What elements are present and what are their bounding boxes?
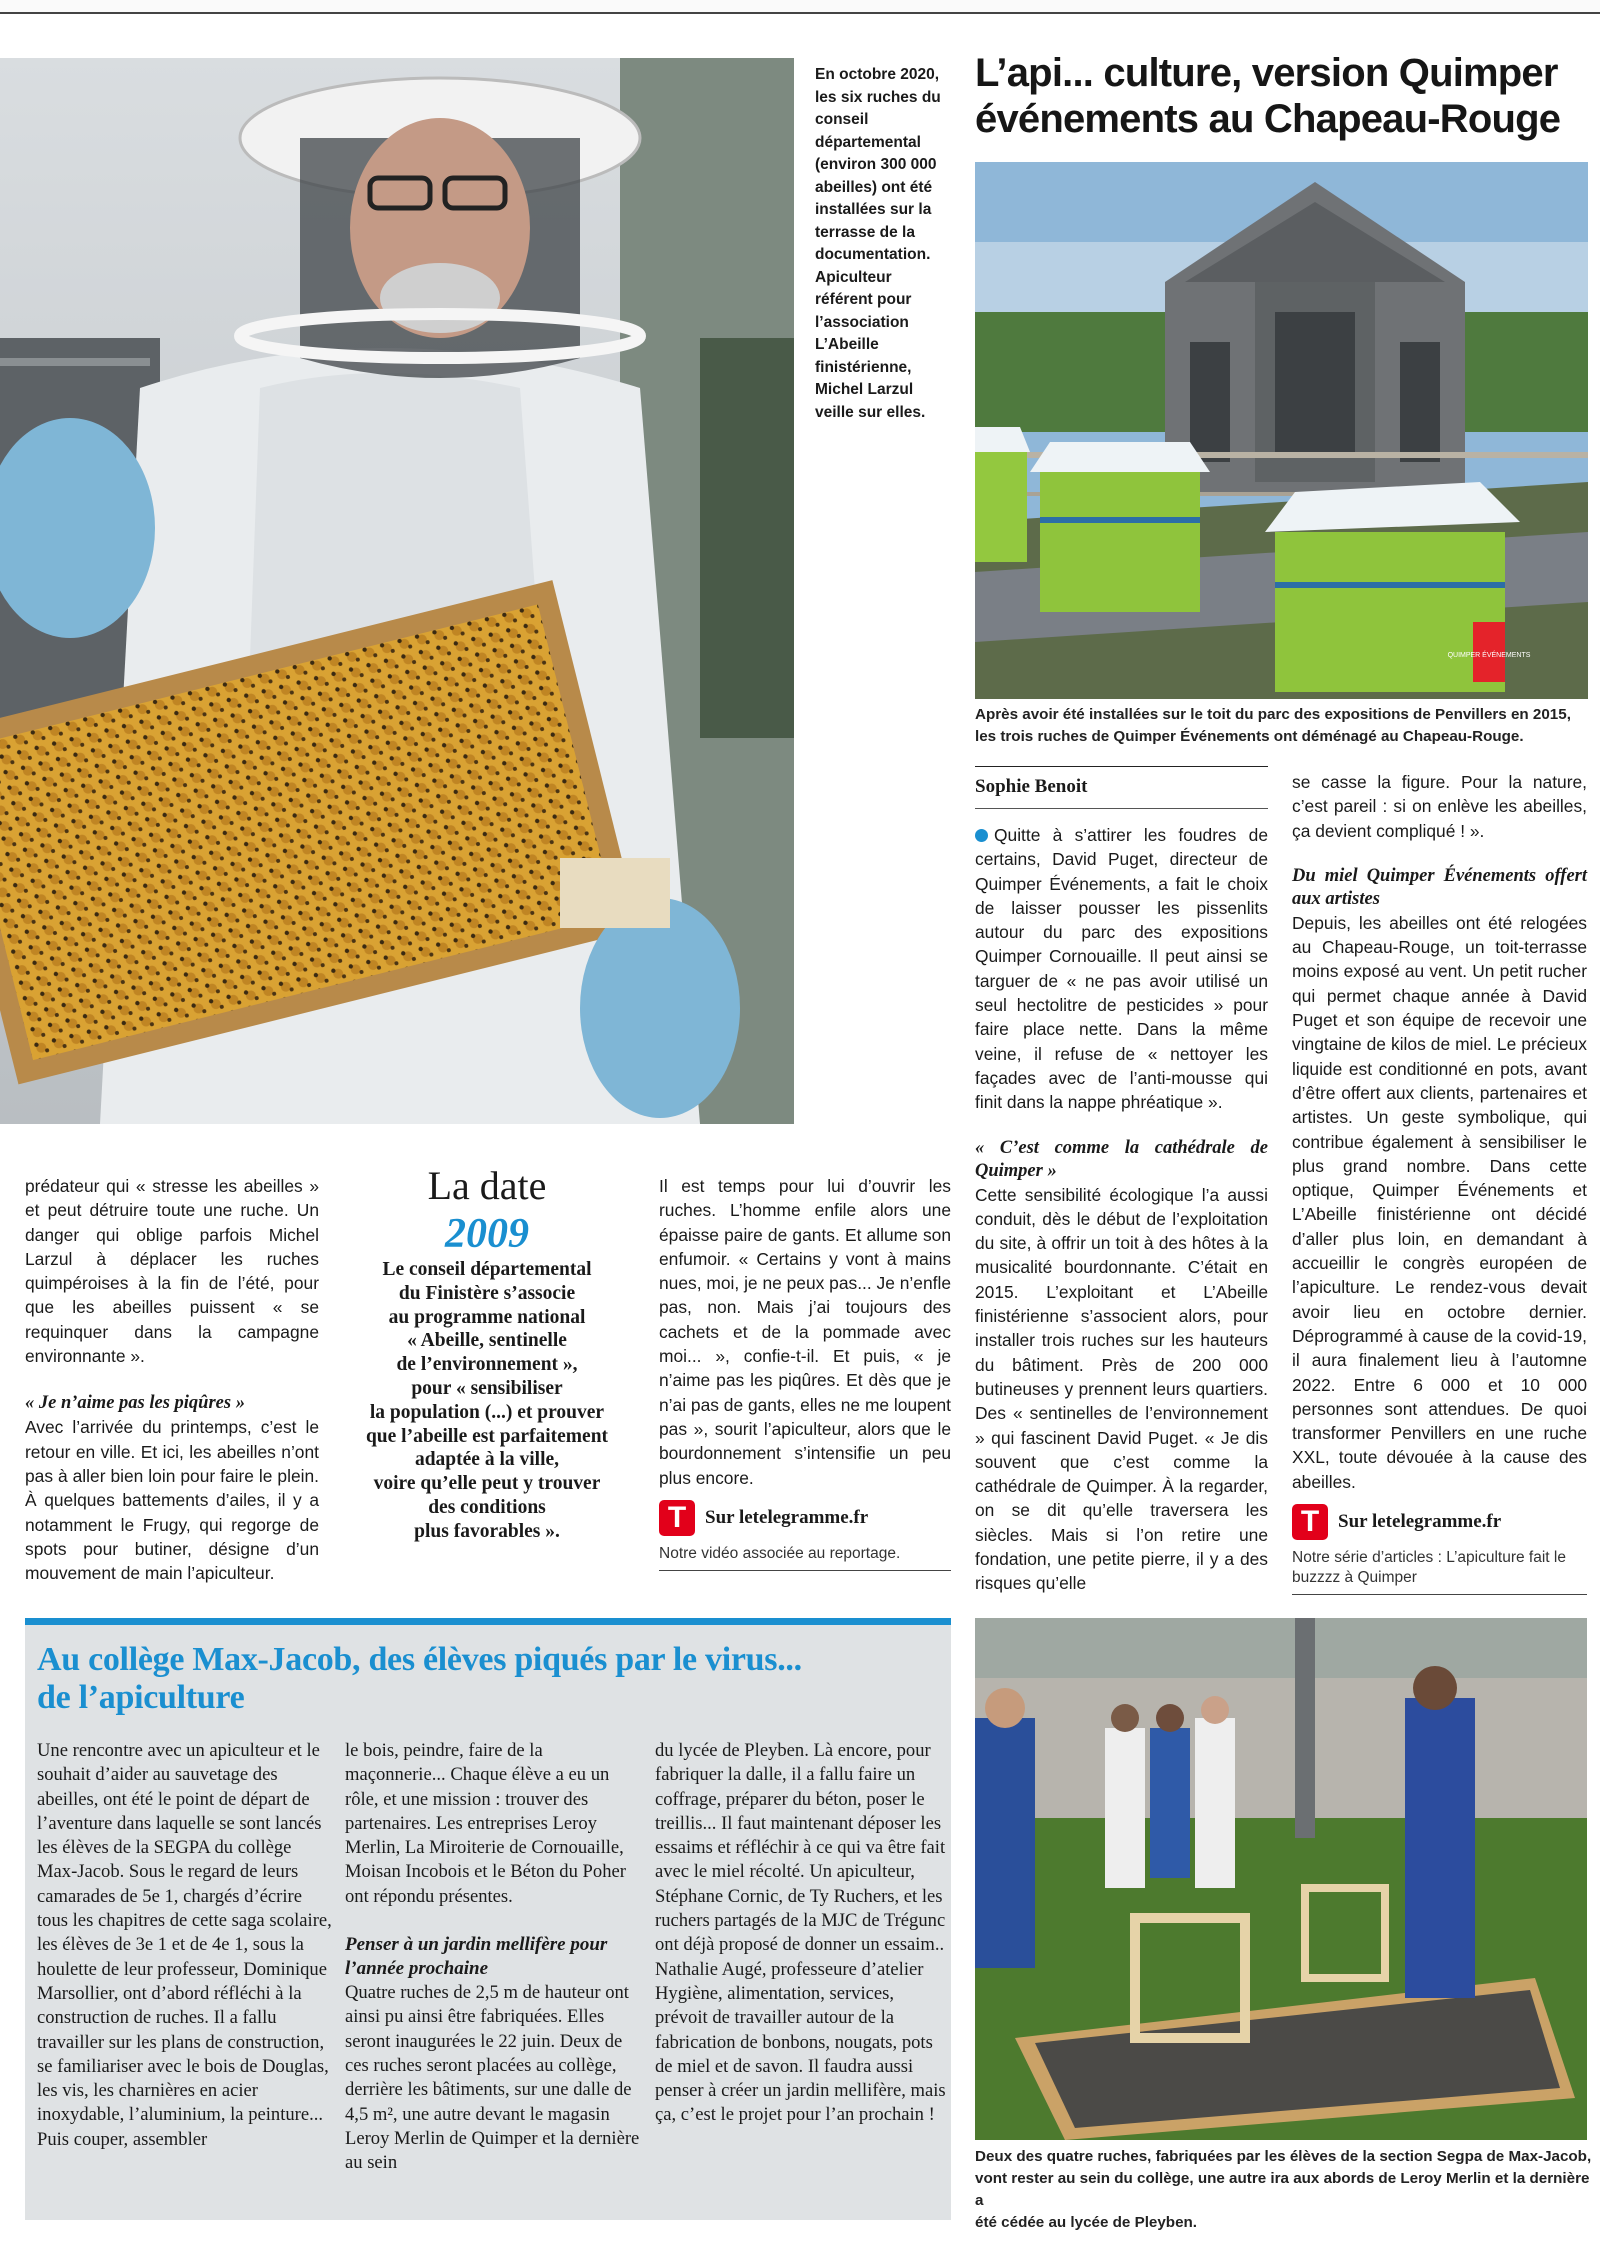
byline: Sophie Benoit (975, 776, 1088, 797)
telegramme-logo-icon: T (659, 1500, 695, 1536)
college-col2-paragraph-1: le bois, peindre, faire de la maçonnerie... Chaque élève a eu un rôle, et une mission : trouver des partenaires. Les entreprises Leroy Merlin, La Miroiterie de Cornouaille, Moisan Incobois et le Béton du Poher ont répondu présentes. (345, 1740, 626, 1907)
college-title-line-1: Au collège Max-Jacob, des élèves piqués par le virus... (37, 1641, 802, 1678)
college-col2-paragraph-2: Quatre ruches de 2,5 m de hauteur ont ainsi pu ainsi être fabriquées. Elles seront inaugurées le 22 juin. Deux de ces ruches seront placées au collège, derrière les bâtiments, sur une dalle de 4,5 m², une autre devant le magasin Leroy Merlin de Quimper et la dernière au sein (345, 1982, 640, 2174)
date-box-label: La date (427, 1163, 547, 1208)
date-line: des conditions (428, 1496, 546, 1518)
promo-note-video: Notre vidéo associée au reportage. (659, 1544, 901, 1562)
article-column-1 (975, 766, 1268, 1596)
telegramme-promo-video[interactable] (659, 1500, 951, 1571)
date-box-year: 2009 (445, 1211, 529, 1257)
college-panel (25, 1618, 951, 2220)
date-line: de l’environnement », (396, 1354, 578, 1376)
article-subhead-cathedrale: « C’est comme la cathédrale de Quimper » (975, 1137, 1268, 1181)
rooftop-caption-line-2: les trois ruches de Quimper Événements ont déménagé au Chapeau-Rouge. (975, 728, 1524, 745)
lower-left-column (25, 1174, 319, 1585)
date-line: adaptée à la ville, (414, 1449, 560, 1471)
headline-line-1: L’api... culture, version Quimper (975, 51, 1558, 95)
students-caption (975, 2146, 1595, 2234)
promo-title-series[interactable]: Sur letelegramme.fr (1338, 1511, 1502, 1533)
date-line: plus favorables ». (414, 1520, 560, 1542)
date-line: que l’abeille est parfaitement (365, 1425, 609, 1447)
college-col1-text: Une rencontre avec un apiculteur et le souhait d’aider au sauvetage des abeilles, ont été le point de départ de l’aventure dans laquelle se sont lancés les élèves de la SEGPA du collège Max-Jacob. Sous le regard de leurs camarades de 5e 1, chargés d’écrire tous les chapitres de cette saga scolaire, les élèves de 3e 1 et de 4e 1, sous la houlette de leur professeur, Dominique Marsollier, ont d’abord réfléchi à la construction de ruches. Il a fallu travailler sur les plans de construction, se familiariser avec le bois de Douglas, les vis, les charnières en acier inoxydable, l’aluminium, la peinture... Puis couper, assembler (37, 1740, 332, 2150)
rooftop-caption (975, 704, 1595, 748)
hive-sign-text: QUIMPER ÉVÉNEMENTS (1447, 652, 1531, 659)
date-line: « Abeille, sentinelle (407, 1330, 567, 1352)
college-title (37, 1641, 942, 1717)
students-photo (975, 1618, 1587, 2140)
article-col2-paragraph-1: se casse la figure. Pour la nature, c’est pareil : si on enlève les abeilles, ça devient compliqué ! ». (1292, 772, 1587, 841)
lower-middle-paragraph: Il est temps pour lui d’ouvrir les ruches. L’homme enfile alors une épaisse paire de gants. Et allume son enfumoir. « Certains y vont à mains nues, moi, je ne peux pas... Je n’enfle pas, non. Mais j’ai toujours des cachets et de la pommade avec moi... », confie-t-il. Et puis, « je n’aime pas les piqûres. Et dès que je n’ai pas de gants, elles ne me loupent pas », sourit l’apiculteur, alors que le bourdonnement s’intensifie un peu plus encore. (659, 1176, 951, 1488)
article-column-2 (1292, 770, 1587, 1595)
top-caption-text: En octobre 2020, les six ruches du conseil départemental (environ 300 000 abeilles) ont été installées sur la terrasse de la documentation. Apiculteur référent pour l’association L’Abeille finistérienne, Michel Larzul veille sur elles. (815, 66, 941, 421)
rooftop-illustration (975, 162, 1588, 699)
article-col2-paragraph-2: Depuis, les abeilles ont été relogées au Chapeau-Rouge, un toit-terrasse moins exposé au vent. Un petit rucher qui permet chaque année à David Puget et son équipe de recevoir une vingtaine de kilos de miel. Le précieux liquide est conditionné en pots, avant d’être offert aux clients, partenaires et artistes. Un geste symbolique, qui contribue également à sensibiliser le plus grand nombre. Dans cette optique, Quimper Événements et L’Abeille finistérienne ont décidé d’aller plus loin, en demandant à accueillir le congrès européen de l’apiculture. Le rendez-vous devait avoir lieu en octobre dernier. Déprogrammé à cause de la covid-19, il aura finalement lieu à l’automne 2022. Entre 6 000 et 10 000 personnes sont attendues. De quoi transformer Penvillers en une ruche XXL, toute dévouée à la cause des abeilles. (1292, 912, 1587, 1492)
bullet-dot-icon (975, 829, 988, 842)
date-line: Le conseil départemental (382, 1259, 592, 1280)
date-line: voire qu’elle peut y trouver (373, 1473, 601, 1495)
students-caption-line-2: vont rester au sein du collège, une autre ira aux abords de Leroy Merlin et la dernière a (975, 2170, 1590, 2209)
telegramme-promo-series[interactable] (1292, 1504, 1587, 1595)
viewer-top-bar (0, 0, 1600, 14)
lower-left-subhead: « Je n’aime pas les piqûres » (25, 1393, 245, 1414)
date-line: au programme national (388, 1306, 586, 1328)
top-photo-caption (815, 64, 945, 424)
students-caption-line-1: Deux des quatre ruches, fabriquées par les élèves de la section Segpa de Max-Jacob, (975, 2148, 1592, 2165)
article-headline (975, 50, 1595, 142)
college-column-2 (345, 1739, 640, 2175)
students-illustration (975, 1618, 1587, 2140)
date-line: la population (...) et prouver (369, 1401, 605, 1423)
students-caption-line-3: été cédée au lycée de Pleyben. (975, 2214, 1198, 2231)
lower-left-paragraph-2: Avec l’arrivée du printemps, c’est le retour en ville. Et ici, les abeilles n’ont pas à aller bien loin pour faire le plein. À quelques battements d’ailes, il y a notamment le Frugy, qui regorge de spots pour butiner, désigne d’un mouvement de main l’apiculteur. (25, 1417, 319, 1584)
college-column-3 (655, 1739, 947, 2128)
telegramme-logo-icon: T (1292, 1504, 1328, 1540)
rooftop-caption-line-1: Après avoir été installées sur le toit du parc des expositions de Penvillers en 2015, (975, 706, 1571, 723)
headline-line-2: événements au Chapeau-Rouge (975, 97, 1561, 141)
article-subhead-miel: Du miel Quimper Événements offert aux artistes (1292, 865, 1587, 909)
article-lead-paragraph (975, 823, 1268, 1115)
beekeeper-illustration (0, 58, 794, 1124)
article-paragraph-2: Cette sensibilité écologique l’a aussi conduit, dès le début de l’exploitation du site, à offrir un toit à des hôtes à la musicalité bourdonnante. C’était en 2015. L’exploitant et L’Abeille finistérienne s’associent alors, pour installer trois ruches sur les hauteurs du bâtiment. Près de 200 000 butineuses y prennent leurs quartiers. Des « sentinelles de l’environnement » qui fascinent David Puget. « Je dis souvent que c’est comme la cathédrale de Quimper. À la regarder, on se dit qu’elle traversera les siècles. Mais si l’on retire une fondation, une petite pierre, il y a des risques qu’elle (975, 1184, 1268, 1594)
lower-left-paragraph-1: prédateur qui « stresse les abeilles » et peut détruire toute une ruche. Un danger qui oblige parfois Michel Larzul à déplacer les ruches quimpéroises à la fin de l’été, pour que les abeilles puissent « se requinquer dans la campagne environnante ». (25, 1176, 319, 1367)
beekeeper-photo (0, 58, 794, 1124)
college-column-1 (37, 1739, 332, 2152)
promo-title-video[interactable]: Sur letelegramme.fr (705, 1506, 869, 1528)
rooftop-hives-photo (975, 162, 1588, 699)
college-title-line-2: de l’apiculture (37, 1679, 245, 1716)
date-line: du Finistère s’associe (398, 1282, 576, 1304)
lower-middle-column (659, 1174, 951, 1571)
college-col3-text: du lycée de Pleyben. Là encore, pour fabriquer la dalle, il a fallu faire un coffrage, préparer du béton, poser le treillis... Il faut maintenant déposer les essaims et réfléchir à ce qui va être fait avec le miel récolté. Un apiculteur, Stéphane Cornic, de Ty Ruchers, et les ruchers partagés de la MJC de Trégunc ont déjà proposé de donner un essaim.. Nathalie Augé, professeure d’atelier Hygiène, alimentation, services, prévoit de travailler autour de la fabrication de bonbons, nougats, pots de miel et de savon. Il faudra aussi penser à créer un jardin mellifère, mais ça, c’est le projet pour l’an prochain ! (655, 1740, 946, 2126)
article-lead-text: Quitte à s’attirer les foudres de certains, David Puget, directeur de Quimper Événements, a fait le choix de laisser pousser les pissenlits autour du parc des expositions Quimper Cornouaille. Il peut ainsi se targuer de « ne pas avoir utilisé un seul hectolitre de pesticides » pour faire place nette. Dans la même veine, il refuse de « nettoyer les façades avec de l’anti-mousse qui finit dans la nappe phréatique ». (975, 825, 1268, 1113)
byline-rule-bottom (975, 808, 1268, 809)
date-box-text (332, 1258, 642, 1544)
date-box (332, 1162, 642, 1544)
promo-note-series: Notre série d’articles : L’apiculture fait le buzzzz à Quimper (1292, 1549, 1566, 1587)
college-subhead: Penser à un jardin mellifère pour l’année prochaine (345, 1934, 608, 1980)
byline-rule (975, 766, 1268, 767)
date-line: pour « sensibiliser (411, 1377, 563, 1399)
